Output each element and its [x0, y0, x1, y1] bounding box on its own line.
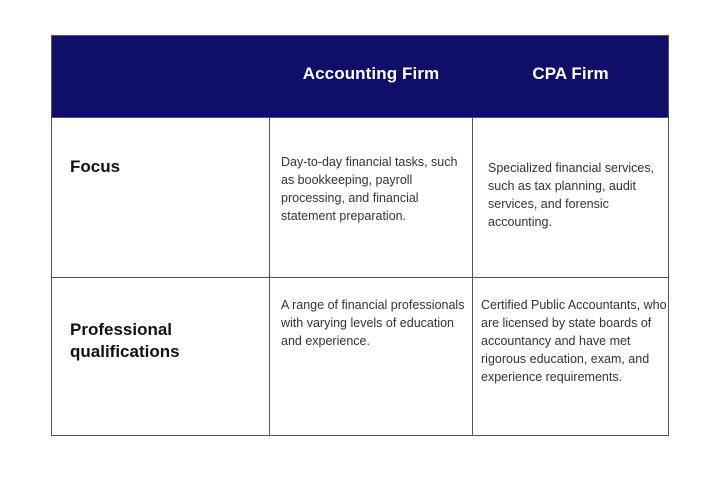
cell-text: Certified Public Accountants, who are licensed by state boards of accountancy and have met rigorous education, exam, and experience requirements.: [481, 298, 667, 384]
table-cell: [472, 278, 668, 435]
row-label-cell: [52, 118, 269, 277]
header-cell-accounting-firm: [269, 36, 472, 117]
table-cell: [269, 278, 472, 435]
table-cell: [269, 118, 472, 277]
table-header-row: [52, 36, 668, 117]
comparison-table: [51, 35, 669, 436]
header-cell-cpa-firm: [472, 36, 668, 117]
cell-text: Specialized financial services, such as tax planning, audit services, and forensic accounting.: [488, 161, 655, 229]
cell-text: Day-to-day financial tasks, such as bookkeeping, payroll processing, and financial statement preparation.: [281, 155, 458, 223]
table-cell: [472, 118, 668, 277]
row-label: Professional qualifications: [70, 320, 180, 361]
row-label: Focus: [70, 157, 121, 176]
cell-text: A range of financial professionals with varying levels of education and experience.: [281, 298, 465, 348]
column-header: Accounting Firm: [302, 64, 440, 83]
column-header: CPA Firm: [532, 64, 609, 83]
row-label-cell: [52, 278, 269, 435]
header-cell-empty: [52, 36, 269, 117]
table-row: [52, 277, 668, 435]
table-row: [52, 117, 668, 277]
